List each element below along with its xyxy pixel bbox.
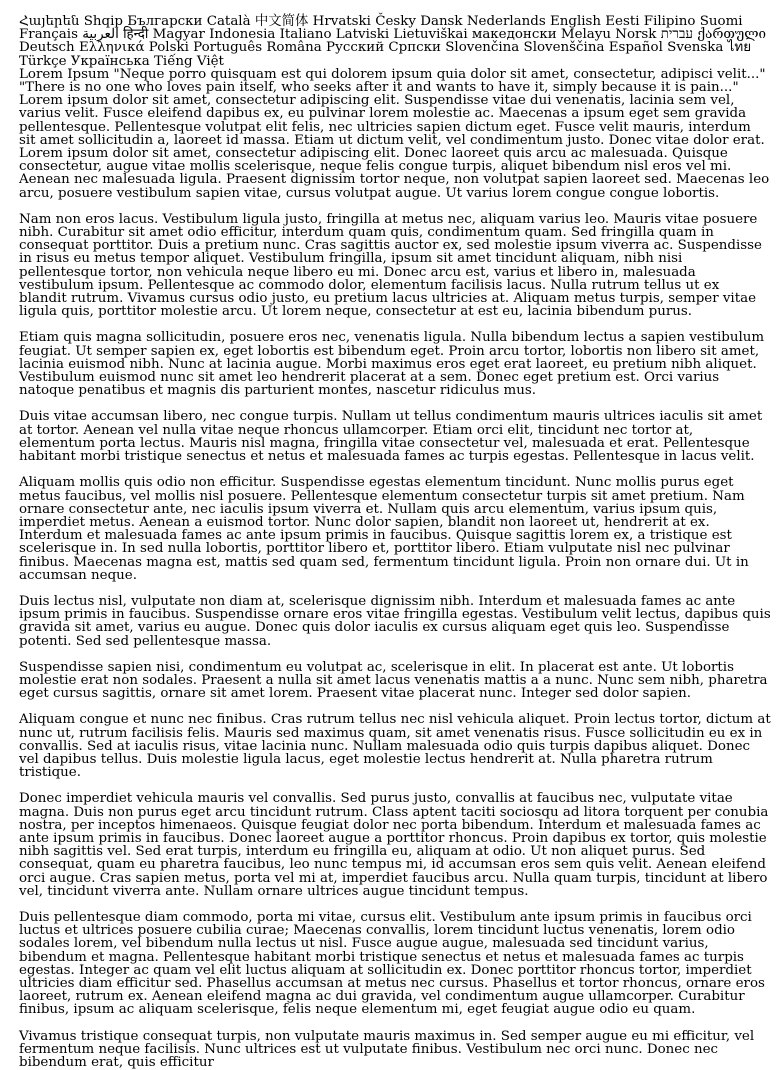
- language-link-italian[interactable]: Italiano: [279, 27, 332, 43]
- paragraph: Nam non eros lacus. Vestibulum ligula justo, fringilla at metus nec, aliquam varius leo. Mauris vitae posuere nibh. Curabitur sit amet odio efficitur, interdum quam quis, condimentum quam. Sed fringilla quam in consequat porttitor. Duis a pretium nunc. Cras sagittis auctor ex, sed molestie ipsum viverra ac. Suspendisse in risus eu metus tempor aliquet. Vestibulum fringilla, ipsum sit amet tincidunt aliquam, nibh nisi pellentesque tortor, non vehicula neque libero eu mi. Donec arcu est, varius et libero in, malesuada vestibulum ipsum. Pellentesque ac commodo dolor, elementum facilisis lacus. Nulla rutrum tellus ut ex blandit rutrum. Vivamus cursus odio justo, eu pretium lacus ultricies at. Aliquam metus turpis, semper vitae ligula quis, porttitor molestie arcu. Ut lorem neque, consectetur at est eu, lacinia bibendum purus.: [19, 211, 762, 320]
- lorem-ipsum-content: [19, 68, 771, 1069]
- language-link-russian[interactable]: Русский: [326, 40, 385, 56]
- language-link-bulgarian[interactable]: Български: [127, 14, 203, 29]
- language-link-armenian[interactable]: Հայերեն: [19, 14, 80, 29]
- paragraph: Vivamus tristique consequat turpis, non vulputate mauris maximus in. Sed semper augue eu mi efficitur, vel fermentum neque facilisis. Nunc ultrices est ut vulputate finibus. Vestibulum nec orci nunc. Donec nec bibendum erat, quis efficitur: [19, 1028, 755, 1070]
- language-link-finnish[interactable]: Suomi: [699, 14, 743, 29]
- paragraph: Duis lectus nisl, vulputate non diam at, scelerisque dignissim nibh. Interdum et malesuada fames ac ante ipsum primis in faucibus. Suspendisse ornare eros vitae fringilla egestas. Vestibulum velit lectus, dapibus quis gravida sit amet, varius eu augue. Donec quis dolor iaculis ex cursus aliquam eget quis leo. Suspendisse potenti. Sed sed pellentesque massa.: [19, 593, 771, 649]
- language-link-spanish[interactable]: Español: [608, 40, 663, 56]
- language-link-french[interactable]: Français: [19, 27, 78, 43]
- language-link-latvian[interactable]: Latviski: [335, 27, 390, 43]
- language-link-hungarian[interactable]: Magyar: [152, 27, 205, 43]
- paragraph: Duis vitae accumsan libero, nec congue turpis. Nullam ut tellus condimentum mauris ultrices iaculis sit amet at tortor. Aenean vel nulla vitae neque rhoncus ullamcorper. Etiam orci elit, tincidunt nec tortor at, elementum porta lectus. Mauris nisl magna, fringilla vitae consectetur vel, malesuada et erat. Pellentesque habitant morbi tristique senectus et netus et malesuada fames ac turpis egestas. Pellentesque in lacus velit.: [19, 409, 763, 465]
- language-link-english[interactable]: English: [549, 14, 602, 29]
- language-link-greek[interactable]: Ελληνικά: [78, 40, 145, 56]
- language-link-arabic[interactable]: العربية: [82, 27, 119, 43]
- language-link-czech[interactable]: Česky: [375, 14, 416, 29]
- paragraph: Donec imperdiet vehicula mauris vel convallis. Sed purus justo, convallis at faucibus nec, vulputate vitae magna. Duis non purus eget arcu tincidunt rutrum. Class aptent taciti sociosqu ad litora torquent per conubia nostra, per inceptos himenaeos. Quisque feugiat dolor nec porta bibendum. Interdum et malesuada fames ac ante ipsum primis in faucibus. Donec laoreet augue a porttitor rhoncus. Proin dapibus ex tortor, quis molestie nibh sagittis vel. Sed erat turpis, interdum eu fringilla eu, aliquam at odio. Ut non aliquet purus. Sed consequat, quam eu pharetra faucibus, leo nunc tempus mi, id accumsan eros sem quis velit. Aenean eleifend orci augue. Cras sapien metus, porta vel mi at, imperdiet faucibus arcu. Nulla quam turpis, tincidunt at libero vel, tincidunt viverra ante. Nullam ornare ultrices augue tincidunt tempus.: [19, 791, 769, 899]
- language-link-hindi[interactable]: हिन्दी: [123, 27, 149, 43]
- language-link-polish[interactable]: Polski: [148, 40, 189, 56]
- language-link-slovenian[interactable]: Slovenščina: [523, 40, 605, 56]
- language-link-norwegian[interactable]: Norsk: [615, 27, 657, 43]
- paragraph: Etiam quis magna sollicitudin, posuere eros nec, venenatis ligula. Nulla bibendum lectus a sapien vestibulum feugiat. Ut semper sapien ex, eget lobortis est bibendum eget. Proin arcu tortor, lobortis non libero sit amet, lacinia euismod nibh. Nunc at lacinia augue. Morbi maximus eros eget erat laoreet, eu pretium nibh aliquet. Vestibulum euismod nunc sit amet leo hendrerit placerat at a sem. Donec eget pretium est. Orci varius natoque penatibus et magnis dis parturient montes, nascetur ridiculus mus.: [19, 330, 765, 399]
- language-link-german[interactable]: Deutsch: [19, 40, 75, 56]
- language-link-romanian[interactable]: Româna: [266, 40, 322, 56]
- language-links: [19, 15, 771, 68]
- language-link-portuguese[interactable]: Português: [193, 40, 263, 56]
- language-link-swedish[interactable]: Svenska: [667, 40, 724, 56]
- paragraph: Suspendisse sapien nisi, condimentum eu volutpat ac, scelerisque in elit. In placerat est ante. Ut lobortis molestie erat non sodales. Praesent a nulla sit amet lacus venenatis mattis a a nunc. Nunc sem nibh, pharetra eget cursus sagittis, ornare sit amet lorem. Praesent vitae placerat nunc. Integer sed dolor sapien.: [19, 659, 768, 702]
- language-link-serbian[interactable]: Српски: [388, 40, 441, 56]
- language-link-macedonian[interactable]: македонски: [471, 27, 557, 43]
- language-link-danish[interactable]: Dansk: [420, 14, 463, 29]
- paragraph: Aliquam mollis quis odio non efficitur. Suspendisse egestas elementum tincidunt. Nunc mollis purus eget metus faucibus, vel mollis nisl posuere. Pellentesque elementum consectetur turpis sit amet pretium. Nam ornare consectetur ante, nec iaculis ipsum viverra et. Nullam quis arcu elementum, varius ipsum quis, imperdiet metus. Aenean a euismod tortor. Nunc dolor sapien, blandit non laoreet ut, hendrerit at ex. Interdum et malesuada fames ac ante ipsum primis in faucibus. Quisque sagittis lorem ex, a tristique est scelerisque in. In sed nulla lobortis, porttitor libero et, porttitor libero. Etiam vulputate nisl nec pulvinar finibus. Maecenas magna est, mattis sed quam sed, fermentum tincidunt ligula. Proin non ornare dui. Ut in accumsan neque.: [19, 475, 749, 583]
- language-link-filipino[interactable]: Filipino: [643, 14, 696, 29]
- paragraph: Duis pellentesque diam commodo, porta mi vitae, cursus elit. Vestibulum ante ipsum primis in faucibus orci luctus et ultrices posuere cubilia curae; Maecenas convallis, lorem tincidunt luctus venenatis, lorem odio sodales lorem, vel bibendum nulla lectus ut nisl. Fusce augue augue, malesuada sed tincidunt varius, bibendum et magna. Pellentesque habitant morbi tristique senectus et netus et malesuada fames ac turpis egestas. Integer ac quam vel elit luctus aliquam at sollicitudin ex. Donec porttitor rhoncus tortor, imperdiet ultricies diam efficitur sed. Phasellus accumsan at metus nec cursus. Phasellus et tortor rhoncus, ornare eros laoreet, rutrum ex. Aenean eleifend magna ac dui gravida, vel condimentum augue ullamcorper. Curabitur finibus, ipsum ac aliquam scelerisque, felis neque elementum mi, eget feugiat augue odio eu quam.: [19, 909, 765, 1018]
- language-link-estonian[interactable]: Eesti: [605, 14, 640, 29]
- language-link-dutch[interactable]: Nederlands: [466, 14, 546, 29]
- paragraph: Lorem Ipsum "Neque porro quisquam est qui dolorem ipsum quia dolor sit amet, consectetur, adipisci velit..." "There is no one who loves pain itself, who seeks after it and wants to have it, simply because it is pain..." Lorem ipsum dolor sit amet, consectetur adipiscing elit. Suspendisse vitae dui venenatis, lacinia sem vel, varius velit. Fusce eleifend dapibus ex, eu pulvinar lorem molestie ac. Maecenas a ipsum eget sem gravida pellentesque. Pellentesque volutpat elit felis, nec ultricies sapien dictum eget. Fusce velit mauris, interdum sit amet sollicitudin a, laoreet id massa. Etiam ut dictum velit, vel condimentum justo. Donec vitae dolor erat. Lorem ipsum dolor sit amet, consectetur adipiscing elit. Donec laoreet quis arcu ac malesuada. Quisque consectetur, augue vitae mollis scelerisque, neque felis congue turpis, aliquet bibendum nisl eros vel mi. Aenean nec malesuada ligula. Praesent dignissim tortor neque, non volutpat sapien laoreet sed. Maecenas leo arcu, posuere vestibulum sapien vitae, cursus volutpat augue. Ut varius lorem congue congue lobortis.: [19, 66, 770, 201]
- language-link-slovak[interactable]: Slovenčina: [445, 40, 520, 56]
- language-link-georgian[interactable]: ქართული: [697, 27, 766, 43]
- language-link-indonesian[interactable]: Indonesia: [209, 27, 276, 43]
- language-link-hebrew[interactable]: עברית: [660, 27, 693, 43]
- language-link-thai[interactable]: ไทย: [727, 40, 752, 56]
- paragraph: Aliquam congue et nunc nec finibus. Cras rutrum tellus nec nisl vehicula aliquet. Proin lectus tortor, dictum at nunc ut, rutrum facilisis felis. Mauris sed maximus quam, sit amet venenatis risus. Fusce sollicitudin eu ex in convallis. Sed at iaculis risus, vitae lacinia nunc. Nullam malesuada odio quis turpis dapibus aliquet. Donec vel dapibus tellus. Duis molestie ligula lacus, eget molestie lectus hendrerit at. Nulla pharetra rutrum tristique.: [19, 712, 771, 781]
- language-link-vietnamese[interactable]: Tiếng Việt: [153, 53, 224, 69]
- language-link-lithuanian[interactable]: Lietuviškai: [393, 27, 468, 43]
- language-link-albanian[interactable]: Shqip: [83, 14, 123, 29]
- language-link-chinese-simplified[interactable]: 中文简体: [254, 14, 309, 29]
- language-link-croatian[interactable]: Hrvatski: [312, 14, 371, 29]
- language-link-catalan[interactable]: Català: [206, 14, 251, 29]
- language-link-malay[interactable]: Melayu: [560, 27, 611, 43]
- language-link-turkish[interactable]: Türkçe: [19, 53, 67, 69]
- language-link-ukrainian[interactable]: Українська: [70, 53, 150, 69]
